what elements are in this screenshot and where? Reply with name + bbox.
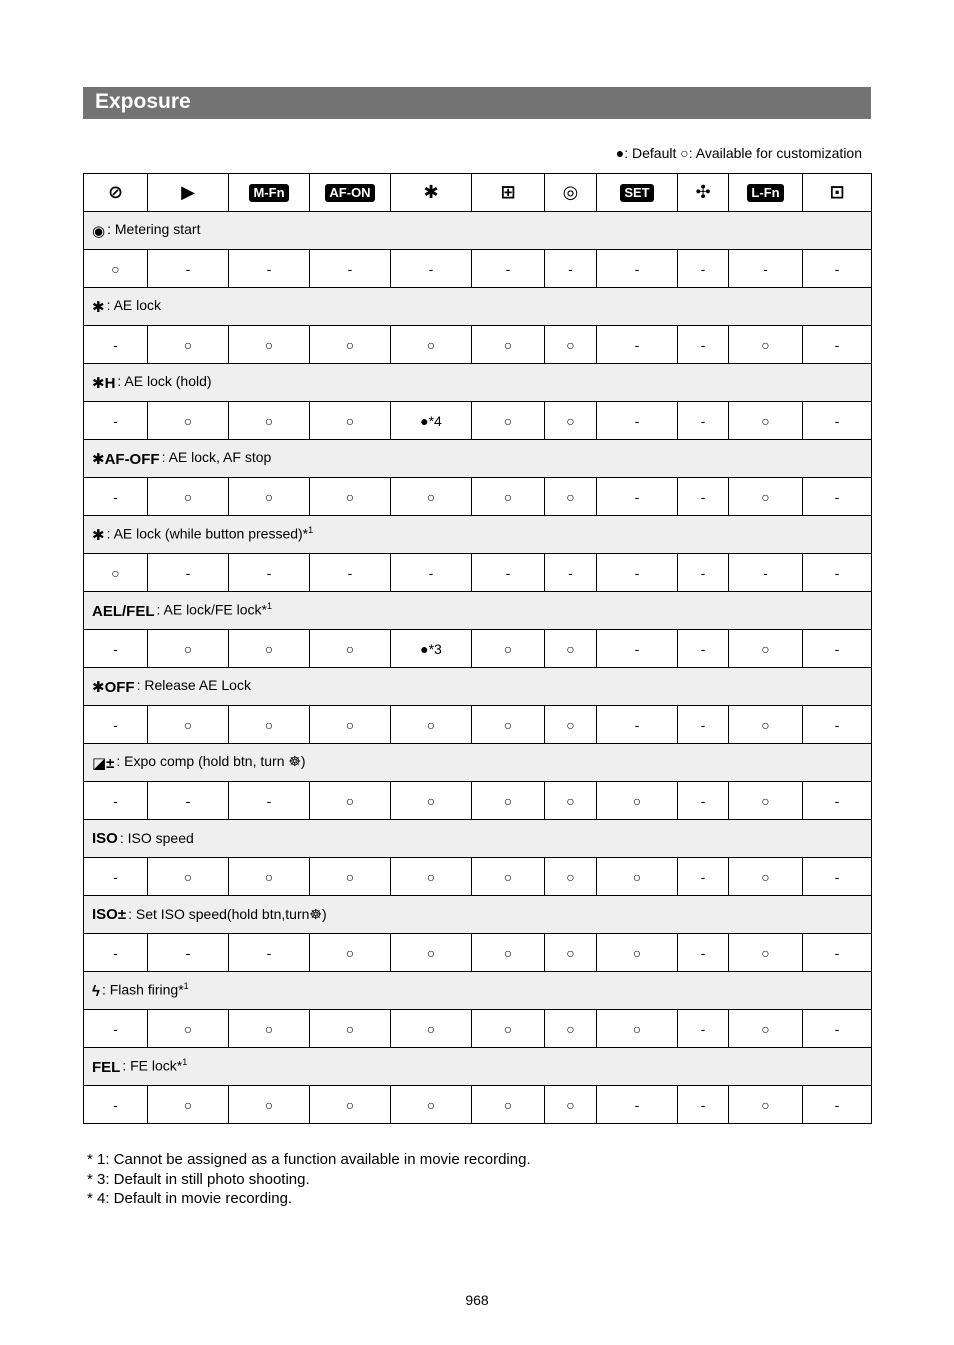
availability-cell: -: [678, 1010, 729, 1048]
availability-cell: -: [803, 326, 872, 364]
ae-lock-icon: ✱: [92, 526, 105, 544]
availability-cell: ○: [472, 630, 545, 668]
availability-cell: -: [678, 250, 729, 288]
ae-lock-af-stop-icon: ✱AF-OFF: [92, 450, 160, 468]
availability-cell: -: [84, 934, 148, 972]
function-label-cell: [84, 744, 872, 782]
availability-cell: -: [803, 1086, 872, 1124]
function-row-header: [84, 820, 872, 858]
availability-cell: ○: [148, 1010, 229, 1048]
function-label: : ISO speed: [119, 829, 194, 846]
function-values-row: [84, 402, 872, 440]
section-title: Exposure: [95, 90, 191, 113]
availability-cell: ○: [229, 630, 310, 668]
availability-cell: -: [597, 706, 678, 744]
availability-cell: -: [545, 250, 597, 288]
availability-cell: ○: [729, 478, 803, 516]
availability-cell: -: [597, 250, 678, 288]
function-label-cell: [84, 212, 872, 250]
footnote: * 3: Default in still photo shooting.: [87, 1170, 310, 1188]
availability-cell: -: [84, 402, 148, 440]
function-label: : FE lock*: [122, 1057, 183, 1074]
function-values-row: [84, 1010, 872, 1048]
function-label: : AE lock/FE lock*: [156, 601, 267, 618]
availability-cell: -: [229, 554, 310, 592]
availability-cell: ○: [391, 706, 472, 744]
iso-icon: ISO: [92, 830, 118, 848]
availability-cell: -: [391, 554, 472, 592]
function-values-row: [84, 250, 872, 288]
column-header: [545, 174, 597, 212]
function-values-row: [84, 630, 872, 668]
availability-cell: ○: [597, 858, 678, 896]
column-header: [310, 174, 391, 212]
ae-lock-hold-icon: ✱H: [92, 374, 116, 392]
availability-cell: ○: [391, 934, 472, 972]
multi-controller-icon: ✣: [695, 182, 711, 202]
column-header: [803, 174, 872, 212]
fel-icon: FEL: [92, 1058, 121, 1076]
header-row: [84, 174, 872, 212]
column-header: [597, 174, 678, 212]
availability-cell: -: [84, 1010, 148, 1048]
availability-cell: ○: [84, 554, 148, 592]
function-row-header: [84, 744, 872, 782]
availability-cell: -: [84, 706, 148, 744]
button-function-table: [83, 173, 872, 1124]
availability-cell: -: [678, 630, 729, 668]
column-header: [148, 174, 229, 212]
availability-cell: -: [84, 630, 148, 668]
availability-cell: ○: [310, 1086, 391, 1124]
availability-cell: ○: [310, 402, 391, 440]
af-point-button-icon: ⊞: [500, 182, 516, 202]
availability-cell: -: [729, 554, 803, 592]
availability-cell: ○: [545, 630, 597, 668]
availability-cell: ○: [310, 630, 391, 668]
lens-af-stop-button-icon: ⊡: [829, 182, 845, 202]
availability-cell: -: [678, 934, 729, 972]
column-header: [678, 174, 729, 212]
availability-cell: ○: [545, 706, 597, 744]
function-label: : AE lock (while button pressed)*: [106, 525, 309, 542]
function-label: : Release AE Lock: [136, 677, 251, 694]
availability-cell: ○: [391, 782, 472, 820]
footnote-ref: 1: [308, 525, 314, 536]
function-values-row: [84, 782, 872, 820]
availability-cell: ○: [472, 858, 545, 896]
availability-cell: -: [803, 782, 872, 820]
footnote: * 1: Cannot be assigned as a function available in movie recording.: [87, 1151, 531, 1168]
availability-cell: ○: [229, 1086, 310, 1124]
availability-cell: -: [148, 554, 229, 592]
availability-cell: ○: [229, 1010, 310, 1048]
availability-cell: ○: [545, 478, 597, 516]
function-row-header: [84, 440, 872, 478]
availability-cell: -: [678, 554, 729, 592]
availability-cell: ●*4: [391, 402, 472, 440]
function-values-row: [84, 706, 872, 744]
l-fn-button-icon: L-Fn: [747, 184, 783, 202]
availability-cell: -: [472, 554, 545, 592]
availability-cell: ○: [472, 1086, 545, 1124]
availability-cell: ○: [148, 858, 229, 896]
availability-cell: ○: [84, 250, 148, 288]
metering-icon: ◉: [92, 222, 106, 240]
function-label-cell: [84, 440, 872, 478]
availability-cell: -: [148, 782, 229, 820]
availability-cell: ○: [148, 1086, 229, 1124]
availability-cell: ○: [472, 706, 545, 744]
availability-cell: ○: [545, 326, 597, 364]
availability-cell: ○: [729, 934, 803, 972]
availability-cell: ○: [729, 630, 803, 668]
set-iso-icon: ISO±: [92, 906, 127, 924]
function-label: : AE lock, AF stop: [161, 449, 272, 466]
footnote-ref: 1: [182, 1057, 188, 1068]
eye-sensor-icon: ⊘: [107, 182, 124, 202]
ae-lock-button-icon: ✱: [423, 182, 439, 202]
availability-cell: ○: [229, 326, 310, 364]
footnote: * 4: Default in movie recording.: [87, 1190, 293, 1207]
expo-comp-icon: ◪±: [92, 754, 115, 772]
availability-cell: ○: [545, 782, 597, 820]
availability-cell: -: [84, 326, 148, 364]
availability-cell: -: [597, 630, 678, 668]
availability-cell: -: [803, 934, 872, 972]
availability-cell: -: [803, 1010, 872, 1048]
function-values-row: [84, 858, 872, 896]
availability-cell: -: [472, 250, 545, 288]
availability-cell: ○: [229, 402, 310, 440]
function-values-row: [84, 1086, 872, 1124]
availability-cell: ○: [391, 1086, 472, 1124]
availability-cell: -: [803, 478, 872, 516]
m-fn-button-icon: M-Fn: [249, 184, 288, 202]
availability-cell: ●*3: [391, 630, 472, 668]
availability-cell: -: [803, 402, 872, 440]
availability-cell: ○: [545, 858, 597, 896]
availability-cell: -: [597, 326, 678, 364]
availability-cell: ○: [597, 782, 678, 820]
function-row-header: [84, 364, 872, 402]
availability-cell: ○: [310, 326, 391, 364]
availability-cell: -: [229, 934, 310, 972]
availability-cell: ○: [229, 478, 310, 516]
availability-cell: ○: [472, 326, 545, 364]
availability-cell: ○: [391, 478, 472, 516]
function-label: : AE lock (hold): [117, 373, 212, 390]
function-label-cell: [84, 516, 872, 554]
ae-lock-icon: ✱: [92, 298, 105, 316]
function-label-cell: [84, 820, 872, 858]
column-header: [391, 174, 472, 212]
availability-cell: -: [678, 782, 729, 820]
function-row-header: [84, 972, 872, 1010]
availability-cell: ○: [148, 402, 229, 440]
function-label-cell: [84, 972, 872, 1010]
availability-cell: ○: [597, 934, 678, 972]
availability-cell: -: [148, 250, 229, 288]
function-label-cell: [84, 364, 872, 402]
function-label-cell: [84, 896, 872, 934]
availability-cell: -: [310, 250, 391, 288]
availability-cell: -: [84, 782, 148, 820]
availability-cell: -: [678, 1086, 729, 1124]
availability-cell: ○: [545, 934, 597, 972]
function-row-header: [84, 668, 872, 706]
availability-cell: ○: [391, 858, 472, 896]
availability-cell: ○: [472, 478, 545, 516]
availability-cell: ○: [472, 934, 545, 972]
function-values-row: [84, 326, 872, 364]
availability-cell: ○: [229, 858, 310, 896]
function-row-header: [84, 896, 872, 934]
column-header: [229, 174, 310, 212]
availability-cell: -: [678, 326, 729, 364]
availability-cell: ○: [545, 402, 597, 440]
availability-cell: ○: [729, 706, 803, 744]
flash-icon: ϟ: [92, 982, 100, 1000]
function-row-header: [84, 516, 872, 554]
availability-cell: ○: [391, 1010, 472, 1048]
ael-fel-icon: AEL/FEL: [92, 602, 155, 620]
function-label-cell: [84, 1048, 872, 1086]
movie-button-icon: ▶: [181, 182, 195, 202]
availability-cell: -: [678, 402, 729, 440]
availability-cell: ○: [310, 478, 391, 516]
function-label: : Flash firing*: [101, 981, 184, 998]
availability-cell: ○: [310, 706, 391, 744]
availability-cell: -: [310, 554, 391, 592]
availability-cell: -: [597, 402, 678, 440]
availability-cell: ○: [310, 934, 391, 972]
section-title-bar: [83, 87, 871, 119]
function-row-header: [84, 1048, 872, 1086]
availability-cell: ○: [148, 478, 229, 516]
availability-cell: -: [729, 250, 803, 288]
availability-cell: ○: [729, 1086, 803, 1124]
availability-cell: ○: [545, 1010, 597, 1048]
function-label-cell: [84, 592, 872, 630]
availability-cell: ○: [472, 782, 545, 820]
availability-cell: -: [678, 478, 729, 516]
availability-cell: ○: [148, 326, 229, 364]
function-values-row: [84, 478, 872, 516]
availability-cell: -: [678, 706, 729, 744]
availability-cell: -: [84, 478, 148, 516]
availability-cell: ○: [472, 402, 545, 440]
footnotes: [87, 1150, 531, 1209]
function-row-header: [84, 288, 872, 326]
availability-cell: -: [803, 858, 872, 896]
function-label-cell: [84, 668, 872, 706]
availability-cell: ○: [729, 782, 803, 820]
availability-cell: -: [678, 858, 729, 896]
set-button-icon: SET: [620, 184, 653, 202]
function-row-header: [84, 212, 872, 250]
function-row-header: [84, 592, 872, 630]
availability-cell: ○: [729, 326, 803, 364]
function-label: : AE lock: [106, 297, 162, 314]
availability-cell: -: [597, 478, 678, 516]
availability-cell: ○: [148, 630, 229, 668]
function-label: : Expo comp (hold btn, turn ☸): [116, 753, 306, 770]
column-header: [84, 174, 148, 212]
footnote-ref: 1: [183, 981, 189, 992]
availability-cell: ○: [391, 326, 472, 364]
legend: ●: Default ○: Available for customization: [615, 145, 862, 161]
availability-cell: -: [803, 554, 872, 592]
column-header: [729, 174, 803, 212]
availability-cell: ○: [597, 1010, 678, 1048]
function-label-cell: [84, 288, 872, 326]
availability-cell: ○: [729, 402, 803, 440]
availability-cell: -: [229, 782, 310, 820]
availability-cell: ○: [148, 706, 229, 744]
availability-cell: -: [597, 1086, 678, 1124]
page-number: 968: [465, 1292, 489, 1308]
function-label: : Metering start: [107, 221, 201, 238]
release-ae-lock-icon: ✱OFF: [92, 678, 135, 696]
function-label: : Set ISO speed(hold btn,turn☸): [128, 905, 327, 922]
availability-cell: -: [391, 250, 472, 288]
availability-cell: ○: [229, 706, 310, 744]
availability-cell: -: [597, 554, 678, 592]
availability-cell: ○: [545, 1086, 597, 1124]
availability-cell: ○: [729, 1010, 803, 1048]
availability-cell: -: [803, 706, 872, 744]
function-values-row: [84, 934, 872, 972]
footnote-ref: 1: [266, 601, 272, 612]
availability-cell: ○: [729, 858, 803, 896]
availability-cell: ○: [472, 1010, 545, 1048]
availability-cell: ○: [310, 782, 391, 820]
availability-cell: -: [84, 1086, 148, 1124]
availability-cell: -: [803, 630, 872, 668]
availability-cell: -: [803, 250, 872, 288]
availability-cell: -: [148, 934, 229, 972]
availability-cell: ○: [310, 858, 391, 896]
dof-preview-button-icon: ◎: [562, 182, 579, 202]
availability-cell: -: [84, 858, 148, 896]
availability-cell: ○: [310, 1010, 391, 1048]
availability-cell: -: [545, 554, 597, 592]
function-values-row: [84, 554, 872, 592]
availability-cell: -: [229, 250, 310, 288]
af-on-button-icon: AF-ON: [325, 184, 374, 202]
column-header: [472, 174, 545, 212]
